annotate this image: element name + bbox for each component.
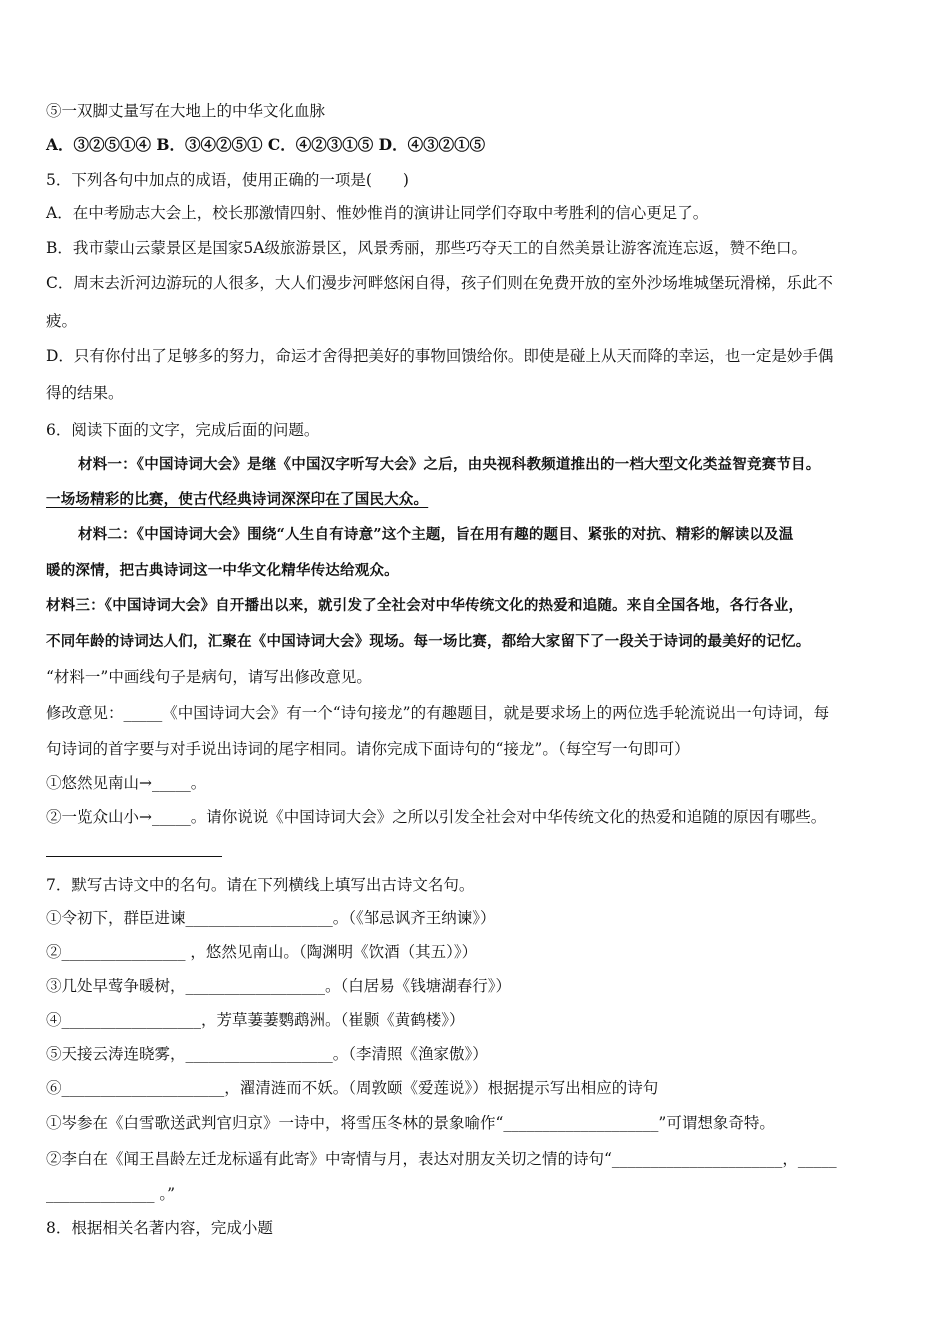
q7-item-5: ⑤天接云涛连晓雾，___________________。（李清照《渔家傲》）	[46, 1045, 488, 1063]
question-8-stem: 8．根据相关名著内容，完成小题	[46, 1219, 273, 1237]
q5-option-c: C．周末去沂河边游玩的人很多，大人们漫步河畔悠闲自得，孩子们则在免费开放的室外沙场堆城堡玩滑梯，乐此不	[46, 274, 833, 292]
q7-hint-2: ②李白在《闻王昌龄左迁龙标遥有此寄》中寄情与月，表达对朋友关切之情的诗句“______________________，_____	[46, 1150, 837, 1168]
q5-option-c-cont: 疲。	[46, 312, 78, 330]
q5-option-a: A．在中考励志大会上，校长那激情四射、惟妙惟肖的演讲让同学们夺取中考胜利的信心更足了。	[46, 204, 709, 222]
answer-blank-line	[46, 856, 222, 857]
answer-choices-q4: A．③②⑤①④ B．③④②⑤① C．④②③①⑤ D．④③②①⑤	[46, 135, 486, 154]
q5-option-b: B．我市蒙山云蒙景区是国家5A级旅游景区，风景秀丽，那些巧夺天工的自然美景让游客流连忘返，赞不绝口。	[46, 239, 807, 257]
question-6-stem: 6．阅读下面的文字，完成后面的问题。	[46, 421, 320, 439]
q6-chain-1: ①悠然见南山→_____。	[46, 774, 207, 792]
q6-revision-cont: 句诗词的首字要与对手说出诗词的尾字相同。请你完成下面诗句的“接龙”。（每空写一句即可）	[46, 740, 690, 758]
q7-item-4: ④__________________，芳草萋萋鹦鹉洲。（崔颢《黄鹤楼》）	[46, 1011, 465, 1029]
material-1: 材料一：《中国诗词大会》是继《中国汉字听写大会》之后，由央视科教频道推出的一档大型文化类益智竞赛节目。	[78, 456, 821, 473]
q6-chain-2: ②一览众山小→_____。请你说说《中国诗词大会》之所以引发全社会对中华传统文化的热爱和追随的原因有哪些。	[46, 808, 827, 826]
q6-sub1: “材料一”中画线句子是病句，请写出修改意见。	[46, 668, 372, 686]
material-2-cont: 暖的深情，把古典诗词这一中华文化精华传达给观众。	[46, 562, 399, 579]
q5-option-d: D．只有你付出了足够多的努力，命运才舍得把美好的事物回馈给你。即使是碰上从天而降的幸运，也一定是妙手偶	[46, 347, 834, 365]
q7-hint-1: ①岑参在《白雪歌送武判官归京》一诗中，将雪压冬林的景象喻作“____________________”可谓想象奇特。	[46, 1114, 775, 1132]
material-3-cont: 不同年龄的诗词达人们，汇聚在《中国诗词大会》现场。每一场比赛，都给大家留下了一段关于诗词的最美好的记忆。	[46, 633, 811, 650]
material-1-underlined-sentence: 一场场精彩的比赛，使古代经典诗词深深印在了国民大众。	[46, 491, 429, 508]
material-2: 材料二：《中国诗词大会》围绕“人生自有诗意”这个主题，旨在用有趣的题目、紧张的对抗、精彩的解读以及温	[78, 526, 794, 543]
q5-option-d-cont: 得的结果。	[46, 384, 124, 402]
option-item-5: ⑤一双脚丈量写在大地上的中华文化血脉	[46, 102, 326, 120]
q6-revision-line: 修改意见：_____《中国诗词大会》有一个“诗句接龙”的有趣题目，就是要求场上的两位选手轮流说出一句诗词，每	[46, 704, 830, 722]
question-5-stem: 5．下列各句中加点的成语，使用正确的一项是( )	[46, 171, 409, 189]
q7-hint-2-cont: ______________ 。”	[46, 1185, 176, 1203]
q7-item-3: ③几处早莺争暖树，__________________。（白居易《钱塘湖春行》）	[46, 977, 512, 995]
q7-item-2: ②________________ ，悠然见南山。（陶渊明《饮酒（其五）》）	[46, 943, 478, 961]
q7-item-1: ①令初下，群臣进谏___________________。（《邹忌讽齐王纳谏》）	[46, 909, 496, 927]
q7-item-6: ⑥_____________________，濯清涟而不妖。（周敦颐《爱莲说》）根据提示写出相应的诗句	[46, 1079, 659, 1097]
material-3: 材料三：《中国诗词大会》自开播出以来，就引发了全社会对中华传统文化的热爱和追随。来自全国各地，各行各业，	[46, 597, 804, 614]
question-7-stem: 7．默写古诗文中的名句。请在下列横线上填写出古诗文名句。	[46, 876, 475, 894]
